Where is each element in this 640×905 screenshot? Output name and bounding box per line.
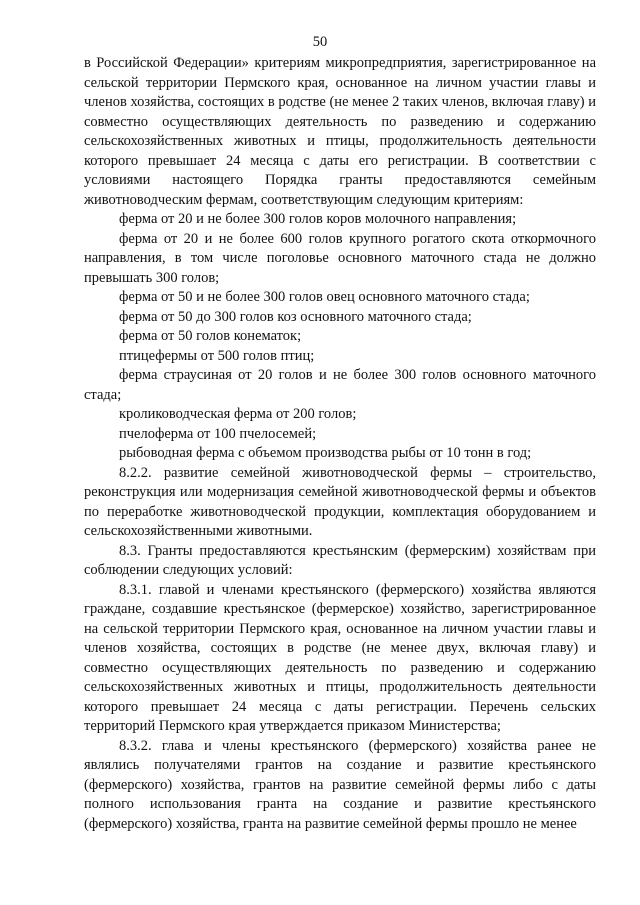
paragraph-criterion-mares: ферма от 50 голов конематок; (119, 328, 302, 344)
paragraph-8-3-1: 8.3.1. главой и членами крестьянского (фермерского) хозяйства являются граждане, создавшие крестьянское (фермерское) хозяйство, зарегистрированное на сельской территории Пермского края, основанное на личном участии главы и членов хозяйства, состоящих в родстве (не менее двух, включая главу) и совместно осуществляющих деятельность по разведению и содержанию сельскохозяйственных животных и птицы, продолжительность деятельности которого превышает 24 месяца с даты регистрации. Перечень сельских территорий Пермского края утверждается приказом Министерства; (84, 581, 596, 734)
document-body (84, 54, 596, 834)
paragraph-criteria-intro: в Российской Федерации» критериям микропредприятия, зарегистрированное на сельской территории Пермского края, основанное на личном участии главы и членов хозяйства, состоящих в родстве (не менее 2 таких членов, включая главу) и совместно осуществляющих деятельность по разведению и содержанию сельскохозяйственных животных и птицы, продолжительность деятельности которого превышает 24 месяца с даты его регистрации. В соответствии с условиями настоящего Порядка гранты предоставляются семейным животноводческим фермам, соответствующим следующим критериям: (84, 55, 596, 208)
page-number: 50 (312, 34, 328, 50)
paragraph-8-3: 8.3. Гранты предоставляются крестьянским (фермерским) хозяйствам при соблюдении следующих условий: (84, 542, 596, 578)
paragraph-8-3-2: 8.3.2. глава и члены крестьянского (фермерского) хозяйства ранее не являлись получателями грантов на создание и развитие крестьянского (фермерского) хозяйства, грантов на развитие семейной фермы либо с даты полного использования гранта на создание и развитие крестьянского (фермерского) хозяйства, гранта на развитие семейной фермы прошло не менее (84, 737, 596, 832)
paragraph-8-2-2: 8.2.2. развитие семейной животноводческой фермы – строительство, реконструкция или модернизация семейной животноводческой фермы и объектов по переработке животноводческой продукции, комплектация оборудованием и сельскохозяйственными животными. (84, 464, 596, 539)
paragraph-criterion-sheep: ферма от 50 и не более 300 голов овец основного маточного стада; (119, 289, 530, 305)
paragraph-criterion-dairy-cows: ферма от 20 и не более 300 голов коров молочного направления; (119, 211, 517, 227)
paragraph-criterion-fish: рыбоводная ферма с объемом производства рыбы от 10 тонн в год; (119, 445, 532, 461)
paragraph-criterion-beef-cattle: ферма от 20 и не более 600 голов крупного рогатого скота откормочного направления, в том числе поголовье основного маточного стада не должно превышать 300 голов; (84, 230, 596, 286)
paragraph-criterion-bees: пчелоферма от 100 пчелосемей; (119, 425, 317, 442)
paragraph-criterion-goats: ферма от 50 до 300 голов коз основного маточного стада; (119, 308, 472, 325)
paragraph-criterion-rabbits: кролиководческая ферма от 200 голов; (119, 406, 357, 422)
paragraph-criterion-ostrich: ферма страусиная от 20 голов и не более 300 голов основного маточного стада; (84, 367, 596, 403)
paragraph-criterion-poultry: птицефермы от 500 голов птиц; (119, 347, 315, 364)
